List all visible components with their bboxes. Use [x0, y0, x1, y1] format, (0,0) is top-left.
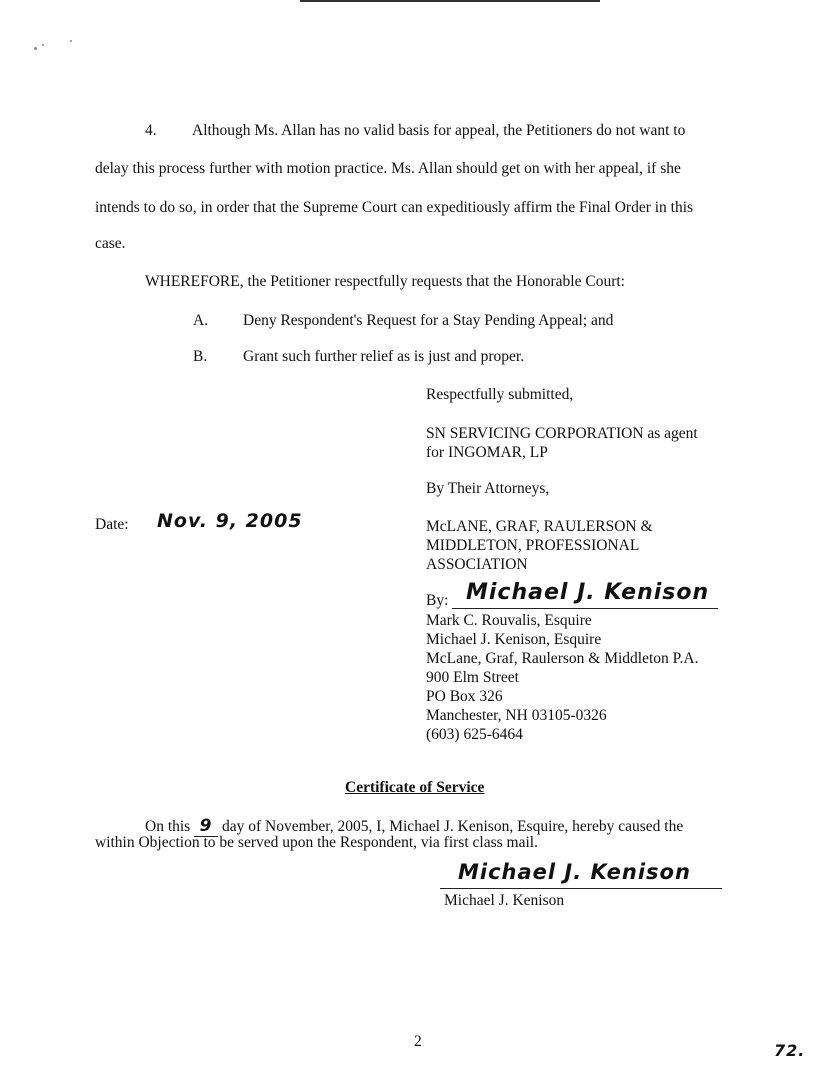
signature-line	[452, 608, 718, 609]
handwritten-date: Nov. 9, 2005	[157, 510, 303, 532]
attorney-line: 900 Elm Street	[426, 669, 519, 686]
top-rule	[300, 0, 600, 2]
scan-speck	[34, 47, 37, 50]
by-attorneys: By Their Attorneys,	[426, 480, 550, 497]
attorney-line: (603) 625-6464	[426, 726, 523, 743]
attorney-block	[426, 611, 699, 744]
attorney-signature: Michael J. Kenison	[466, 580, 710, 605]
date-label: Date:	[95, 516, 129, 533]
by-label: By:	[426, 592, 449, 609]
firm-block	[426, 517, 653, 574]
request-text: Deny Respondent's Request for a Stay Pending Appeal; and	[243, 312, 614, 329]
attorney-line: Manchester, NH 03105-0326	[426, 707, 607, 724]
attorney-line: Michael J. Kenison, Esquire	[426, 631, 602, 648]
scan-speck	[70, 40, 72, 42]
party-block	[426, 424, 698, 462]
paragraph-line: case.	[95, 235, 126, 252]
firm-line: McLANE, GRAF, RAULERSON &	[426, 518, 653, 535]
signature-line	[440, 888, 722, 889]
party-line: SN SERVICING CORPORATION as agent	[426, 425, 698, 442]
closing: Respectfully submitted,	[426, 386, 574, 403]
attorney-line: McLane, Graf, Raulerson & Middleton P.A.	[426, 650, 699, 667]
scan-speck	[42, 44, 44, 46]
page-number: 2	[414, 1033, 422, 1050]
paragraph-line: Although Ms. Allan has no valid basis for appeal, the Petitioners do not want to	[192, 122, 686, 139]
certificate-suffix: day of November, 2005, I, Michael J. Kenison, Esquire, hereby caused the	[221, 818, 684, 835]
wherefore-clause: WHEREFORE, the Petitioner respectfully requests that the Honorable Court:	[145, 273, 625, 290]
handwritten-day: 9	[194, 816, 218, 837]
signer-name: Michael J. Kenison	[444, 892, 565, 909]
firm-line: MIDDLETON, PROFESSIONAL	[426, 537, 640, 554]
request-letter: B.	[193, 348, 208, 365]
attorney-line: Mark C. Rouvalis, Esquire	[426, 612, 592, 629]
firm-line: ASSOCIATION	[426, 556, 528, 573]
paragraph-line: intends to do so, in order that the Supreme Court can expeditiously affirm the Final Order in this	[95, 199, 694, 216]
certificate-line-2: within Objection to be served upon the Respondent, via first class mail.	[95, 834, 538, 851]
attorney-line: PO Box 326	[426, 688, 503, 705]
certificate-signature: Michael J. Kenison	[458, 860, 691, 884]
party-line: for INGOMAR, LP	[426, 444, 548, 461]
paragraph-number: 4.	[145, 122, 157, 139]
paragraph-line: delay this process further with motion practice. Ms. Allan should get on with her appeal, if she	[95, 160, 681, 177]
request-letter: A.	[193, 312, 209, 329]
request-text: Grant such further relief as is just and proper.	[243, 348, 525, 365]
certificate-title: Certificate of Service	[345, 779, 485, 796]
margin-note: 72.	[774, 1041, 806, 1060]
certificate-prefix: On this	[145, 818, 191, 835]
